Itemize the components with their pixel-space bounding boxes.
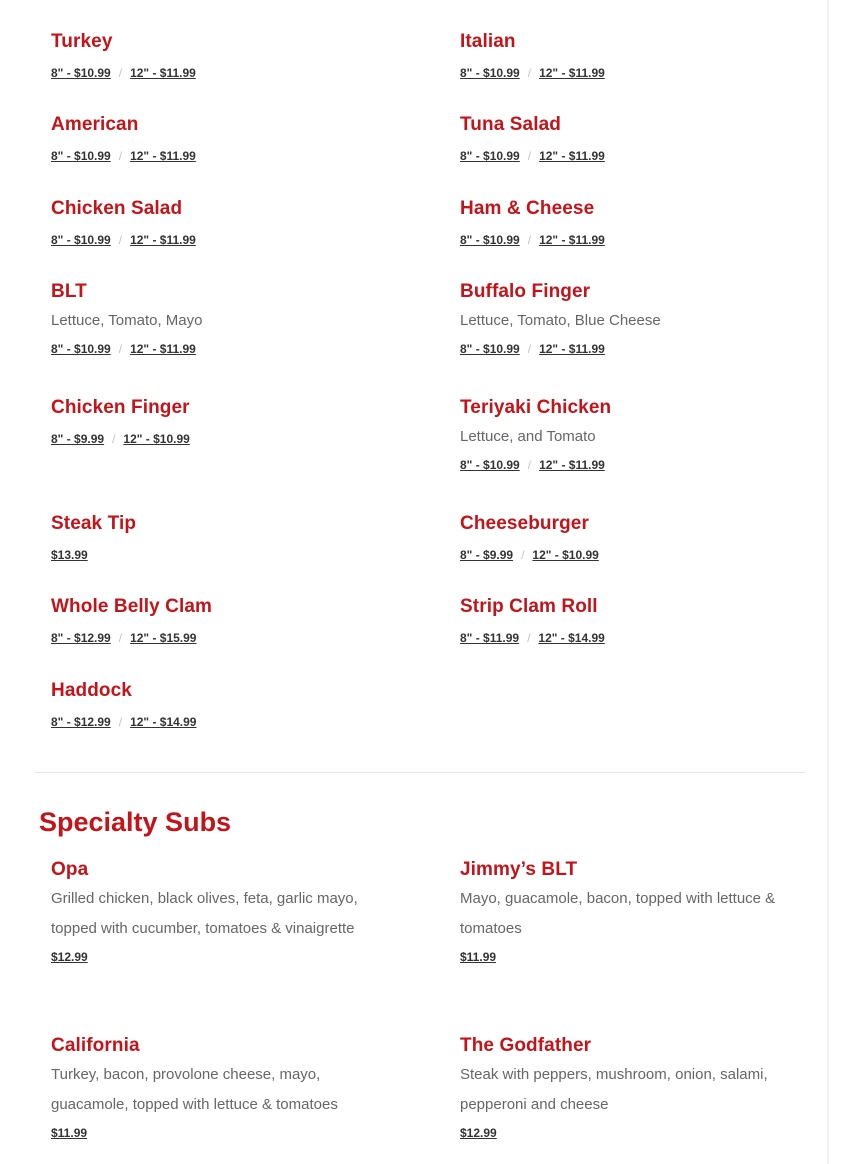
- price-link[interactable]: 12" - $11.99: [130, 342, 196, 356]
- price-separator: /: [527, 631, 531, 645]
- menu-item-whole-belly-clam: [51, 596, 396, 647]
- menu-item-opa: [51, 859, 396, 966]
- price-link[interactable]: 8" - $12.99: [51, 715, 111, 729]
- menu-item-prices: [51, 231, 396, 249]
- price-link[interactable]: $12.99: [460, 1126, 497, 1140]
- price-link[interactable]: 8" - $9.99: [51, 432, 105, 446]
- menu-item-name: Strip Clam Roll: [460, 596, 598, 617]
- menu-item-prices: [51, 430, 396, 448]
- price-link[interactable]: 8" - $10.99: [51, 342, 111, 356]
- price-link[interactable]: 8" - $10.99: [460, 233, 520, 247]
- menu-item-name: Chicken Salad: [51, 198, 183, 219]
- menu-item-prices: [460, 1124, 805, 1142]
- menu-item-american: [51, 114, 396, 165]
- menu-item-buffalo-finger: [460, 281, 805, 358]
- price-separator: /: [118, 631, 123, 645]
- price-link[interactable]: 12" - $11.99: [539, 149, 605, 163]
- price-separator: /: [521, 548, 525, 562]
- price-link[interactable]: $12.99: [51, 950, 88, 964]
- price-link[interactable]: 8" - $10.99: [460, 66, 520, 80]
- price-link[interactable]: 12" - $11.99: [539, 233, 605, 247]
- price-link[interactable]: 12" - $11.99: [539, 342, 605, 356]
- price-link[interactable]: 12" - $11.99: [130, 66, 196, 80]
- menu-item-prices: [460, 64, 805, 82]
- price-link[interactable]: 12" - $10.99: [532, 548, 599, 562]
- price-link[interactable]: 8" - $9.99: [460, 548, 514, 562]
- menu-item-name: BLT: [51, 281, 87, 302]
- price-separator: /: [527, 458, 532, 472]
- menu-item-steak-tip: [51, 513, 396, 564]
- menu-item-prices: [460, 147, 805, 165]
- price-separator: /: [527, 342, 532, 356]
- menu-item-italian: [460, 31, 805, 82]
- menu-item-description: Lettuce, and Tomato: [460, 428, 596, 445]
- price-link[interactable]: 12" - $14.99: [538, 631, 605, 645]
- price-link[interactable]: 8" - $10.99: [51, 149, 111, 163]
- price-link[interactable]: 8" - $10.99: [460, 342, 520, 356]
- price-link[interactable]: 12" - $11.99: [130, 233, 196, 247]
- menu-item-description: Grilled chicken, black olives, feta, garlic mayo, topped with cucumber, tomatoes & vinaigrette: [51, 890, 358, 937]
- price-link[interactable]: 8" - $10.99: [51, 233, 111, 247]
- price-link[interactable]: 8" - $10.99: [460, 149, 520, 163]
- menu-item-name: Whole Belly Clam: [51, 596, 213, 617]
- price-link[interactable]: $13.99: [51, 548, 88, 562]
- price-link[interactable]: 8" - $10.99: [460, 458, 520, 472]
- menu-item-prices: [460, 629, 805, 647]
- menu-item-name: American: [51, 114, 139, 135]
- menu-item-prices: [51, 713, 396, 731]
- menu-item-description: Lettuce, Tomato, Blue Cheese: [460, 312, 661, 329]
- menu-item-ham-cheese: [460, 198, 805, 249]
- price-separator: /: [112, 432, 116, 446]
- menu-item-description: Mayo, guacamole, bacon, topped with lettuce & tomatoes: [460, 890, 776, 937]
- menu-item-description: Lettuce, Tomato, Mayo: [51, 312, 203, 329]
- menu-item-prices: [51, 64, 396, 82]
- section-divider: [35, 772, 805, 773]
- menu-item-name: Ham & Cheese: [460, 198, 595, 219]
- menu-item-prices: [51, 546, 396, 564]
- menu-item-prices: [51, 948, 396, 966]
- price-separator: /: [118, 149, 123, 163]
- menu-item-prices: [51, 1124, 396, 1142]
- menu-item-chicken-salad: [51, 198, 396, 249]
- price-link[interactable]: 12" - $10.99: [123, 432, 190, 446]
- price-separator: /: [118, 233, 123, 247]
- price-link[interactable]: 8" - $10.99: [51, 66, 111, 80]
- price-separator: /: [527, 149, 532, 163]
- menu-item-prices: [51, 629, 396, 647]
- menu-item-name: Tuna Salad: [460, 114, 561, 135]
- page-edge: [827, 0, 829, 1164]
- price-separator: /: [118, 66, 123, 80]
- menu-item-description: Turkey, bacon, provolone cheese, mayo, guacamole, topped with lettuce & tomatoes: [51, 1066, 338, 1113]
- menu-item-name: Jimmy’s BLT: [460, 859, 578, 880]
- menu-item-prices: [460, 948, 805, 966]
- price-link[interactable]: 12" - $11.99: [539, 458, 605, 472]
- price-separator: /: [118, 715, 123, 729]
- menu-item-turkey: [51, 31, 396, 82]
- price-separator: /: [118, 342, 123, 356]
- price-link[interactable]: 12" - $15.99: [130, 631, 197, 645]
- menu-item-cheeseburger: [460, 513, 805, 564]
- menu-item-name: Haddock: [51, 680, 132, 701]
- menu-item-name: Teriyaki Chicken: [460, 397, 612, 418]
- price-link[interactable]: 12" - $11.99: [539, 66, 605, 80]
- menu-item-prices: [460, 546, 805, 564]
- menu-item-jimmy-s-blt: [460, 859, 805, 966]
- menu-item-name: Buffalo Finger: [460, 281, 591, 302]
- menu-item-name: Cheeseburger: [460, 513, 589, 534]
- price-separator: /: [527, 233, 532, 247]
- price-link[interactable]: $11.99: [51, 1126, 88, 1140]
- menu-item-name: Opa: [51, 859, 89, 880]
- menu-item-name: California: [51, 1035, 140, 1056]
- menu-item-prices: [51, 147, 396, 165]
- menu-item-haddock: [51, 680, 396, 731]
- menu-item-name: The Godfather: [460, 1035, 592, 1056]
- menu-item-prices: [51, 340, 396, 358]
- menu-item-strip-clam-roll: [460, 596, 805, 647]
- menu-item-prices: [460, 340, 805, 358]
- price-link[interactable]: 12" - $14.99: [130, 715, 197, 729]
- menu-item-teriyaki-chicken: [460, 397, 805, 474]
- section-title-specialty-subs: Specialty Subs: [39, 807, 232, 837]
- menu-item-name: Italian: [460, 31, 516, 52]
- price-link[interactable]: $11.99: [460, 950, 497, 964]
- menu-item-california: [51, 1035, 396, 1142]
- menu-item-prices: [460, 231, 805, 249]
- menu-item-name: Steak Tip: [51, 513, 137, 534]
- price-link[interactable]: 8" - $11.99: [460, 631, 520, 645]
- menu-item-blt: [51, 281, 396, 358]
- menu-item-tuna-salad: [460, 114, 805, 165]
- menu-item-chicken-finger: [51, 397, 396, 448]
- menu-item-name: Turkey: [51, 31, 113, 52]
- price-link[interactable]: 12" - $11.99: [130, 149, 196, 163]
- menu-item-prices: [460, 456, 805, 474]
- menu-item-name: Chicken Finger: [51, 397, 190, 418]
- price-link[interactable]: 8" - $12.99: [51, 631, 111, 645]
- price-separator: /: [527, 66, 532, 80]
- menu-item-the-godfather: [460, 1035, 805, 1142]
- menu-item-description: Steak with peppers, mushroom, onion, salami, pepperoni and cheese: [460, 1066, 768, 1113]
